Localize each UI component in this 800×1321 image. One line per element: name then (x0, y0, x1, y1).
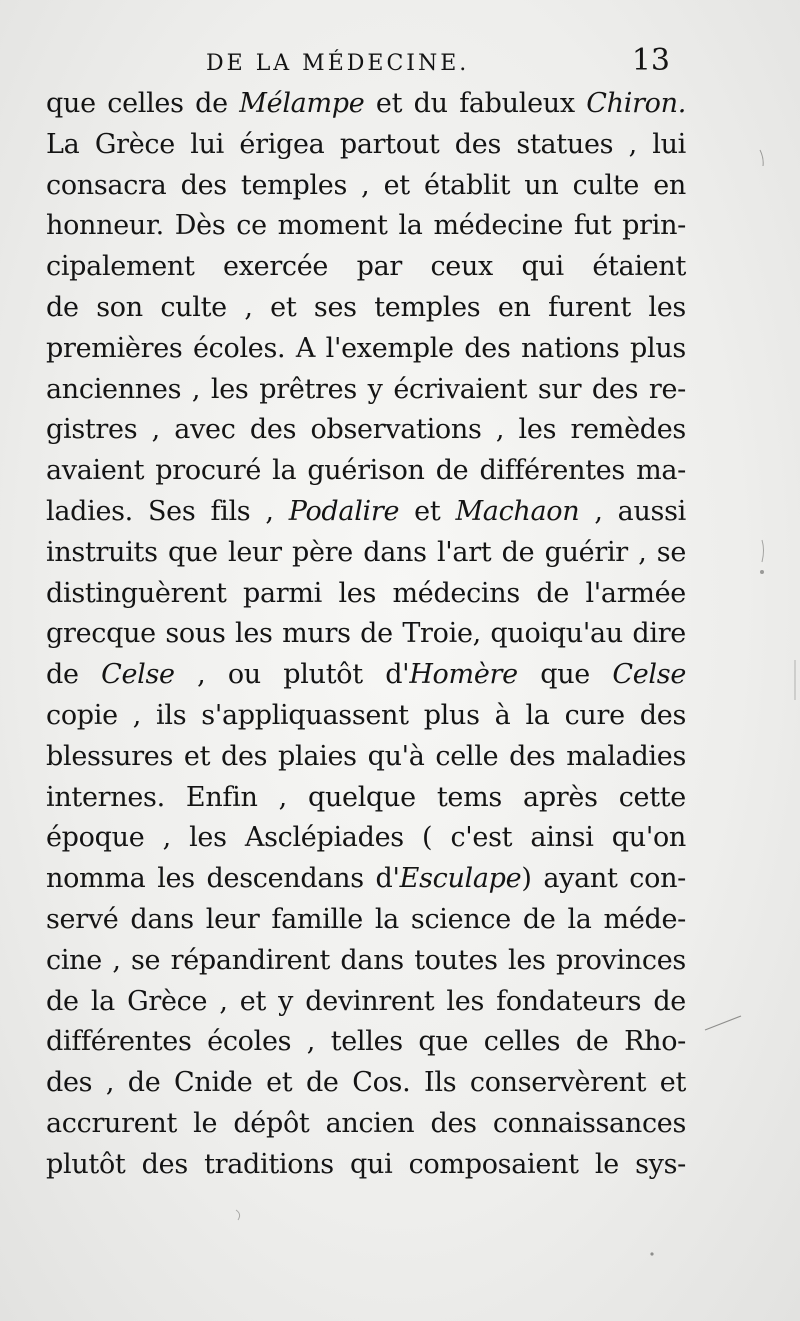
text-fragment: différentes écoles , telles que celles de Rho- (46, 1026, 686, 1058)
text-line (46, 655, 686, 696)
text-fragment: , aussi (579, 495, 686, 527)
text-line (46, 533, 686, 574)
text-line (46, 492, 686, 533)
text-line (46, 84, 686, 125)
italic-name: Celse (612, 659, 686, 691)
text-fragment: que (517, 659, 613, 691)
text-fragment: gistres , avec des observations , les remèdes (46, 414, 686, 446)
text-line (46, 451, 686, 492)
text-fragment: des , de Cnide et de Cos. Ils conservèrent et (46, 1067, 686, 1099)
italic-name: Chiron. (586, 88, 686, 119)
text-fragment: accrurent le dépôt ancien des connaissances (46, 1107, 686, 1139)
text-line (46, 778, 686, 819)
text-fragment: servé dans leur famille la science de la méde- (46, 903, 686, 935)
running-head (46, 44, 686, 84)
page-number: 13 (631, 43, 670, 78)
text-line (46, 329, 686, 370)
text-fragment: de son culte , et ses temples en furent les (46, 291, 686, 323)
text-line (46, 247, 686, 288)
text-fragment: que celles de (46, 88, 240, 119)
text-line (46, 941, 686, 982)
running-title: DE LA MÉDECINE. (206, 51, 470, 76)
text-line (46, 166, 686, 207)
text-line (46, 1063, 686, 1104)
text-fragment: époque , les Asclépiades ( c'est ainsi qu'on (46, 822, 686, 854)
text-line (46, 614, 686, 655)
text-line (46, 696, 686, 737)
text-line (46, 1145, 686, 1186)
text-fragment: consacra des temples , et établit un culte en (46, 169, 686, 201)
text-line (46, 737, 686, 778)
text-fragment: plutôt des traditions qui composaient le sys- (46, 1148, 686, 1180)
text-fragment: et du fabuleux (364, 88, 587, 119)
text-fragment: premières écoles. A l'exemple des nations plus (46, 332, 686, 364)
text-line (46, 982, 686, 1023)
text-line (46, 818, 686, 859)
body-text (46, 84, 686, 1186)
italic-name: Machaon (455, 495, 580, 527)
text-fragment: avaient procuré la guérison de différentes ma- (46, 455, 686, 487)
text-line (46, 125, 686, 166)
text-fragment: , ou plutôt d' (174, 659, 410, 691)
text-fragment: distinguèrent parmi les médecins de l'armée (46, 577, 686, 609)
italic-name: Homère (409, 659, 518, 691)
italic-name: Mélampe (239, 88, 365, 119)
text-line (46, 1104, 686, 1145)
text-fragment: La Grèce lui érigea partout des statues , lui (46, 128, 686, 160)
text-fragment: ladies. Ses fils , (46, 495, 289, 527)
text-fragment: cine , se répandirent dans toutes les provinces (46, 944, 686, 976)
text-line (46, 370, 686, 411)
text-line (46, 288, 686, 329)
text-line (46, 574, 686, 615)
text-fragment: cipalement exercée par ceux qui étaient (46, 251, 686, 283)
text-fragment: de (46, 659, 102, 691)
text-fragment: copie , ils s'appliquassent plus à la cure des (46, 699, 686, 731)
text-fragment: ) ayant con- (521, 863, 686, 895)
text-fragment: internes. Enfin , quelque tems après cette (46, 781, 686, 813)
text-line (46, 206, 686, 247)
text-fragment: blessures et des plaies qu'à celle des maladies (46, 740, 686, 772)
italic-name: Celse (101, 659, 175, 691)
text-fragment: anciennes , les prêtres y écrivaient sur des re- (46, 373, 686, 405)
text-fragment: et (399, 495, 456, 527)
text-fragment: instruits que leur père dans l'art de guérir , se (46, 536, 686, 568)
text-line (46, 410, 686, 451)
text-line (46, 900, 686, 941)
italic-name: Podalire (288, 495, 400, 527)
text-line (46, 859, 686, 900)
text-fragment: honneur. Dès ce moment la médecine fut prin- (46, 210, 686, 242)
text-fragment: de la Grèce , et y devinrent les fondateurs de (46, 985, 686, 1017)
text-line (46, 1022, 686, 1063)
text-fragment: nomma les descendans d' (46, 863, 400, 895)
italic-name: Esculape (399, 863, 522, 895)
text-fragment: grecque sous les murs de Troie, quoiqu'au dire (46, 618, 686, 650)
